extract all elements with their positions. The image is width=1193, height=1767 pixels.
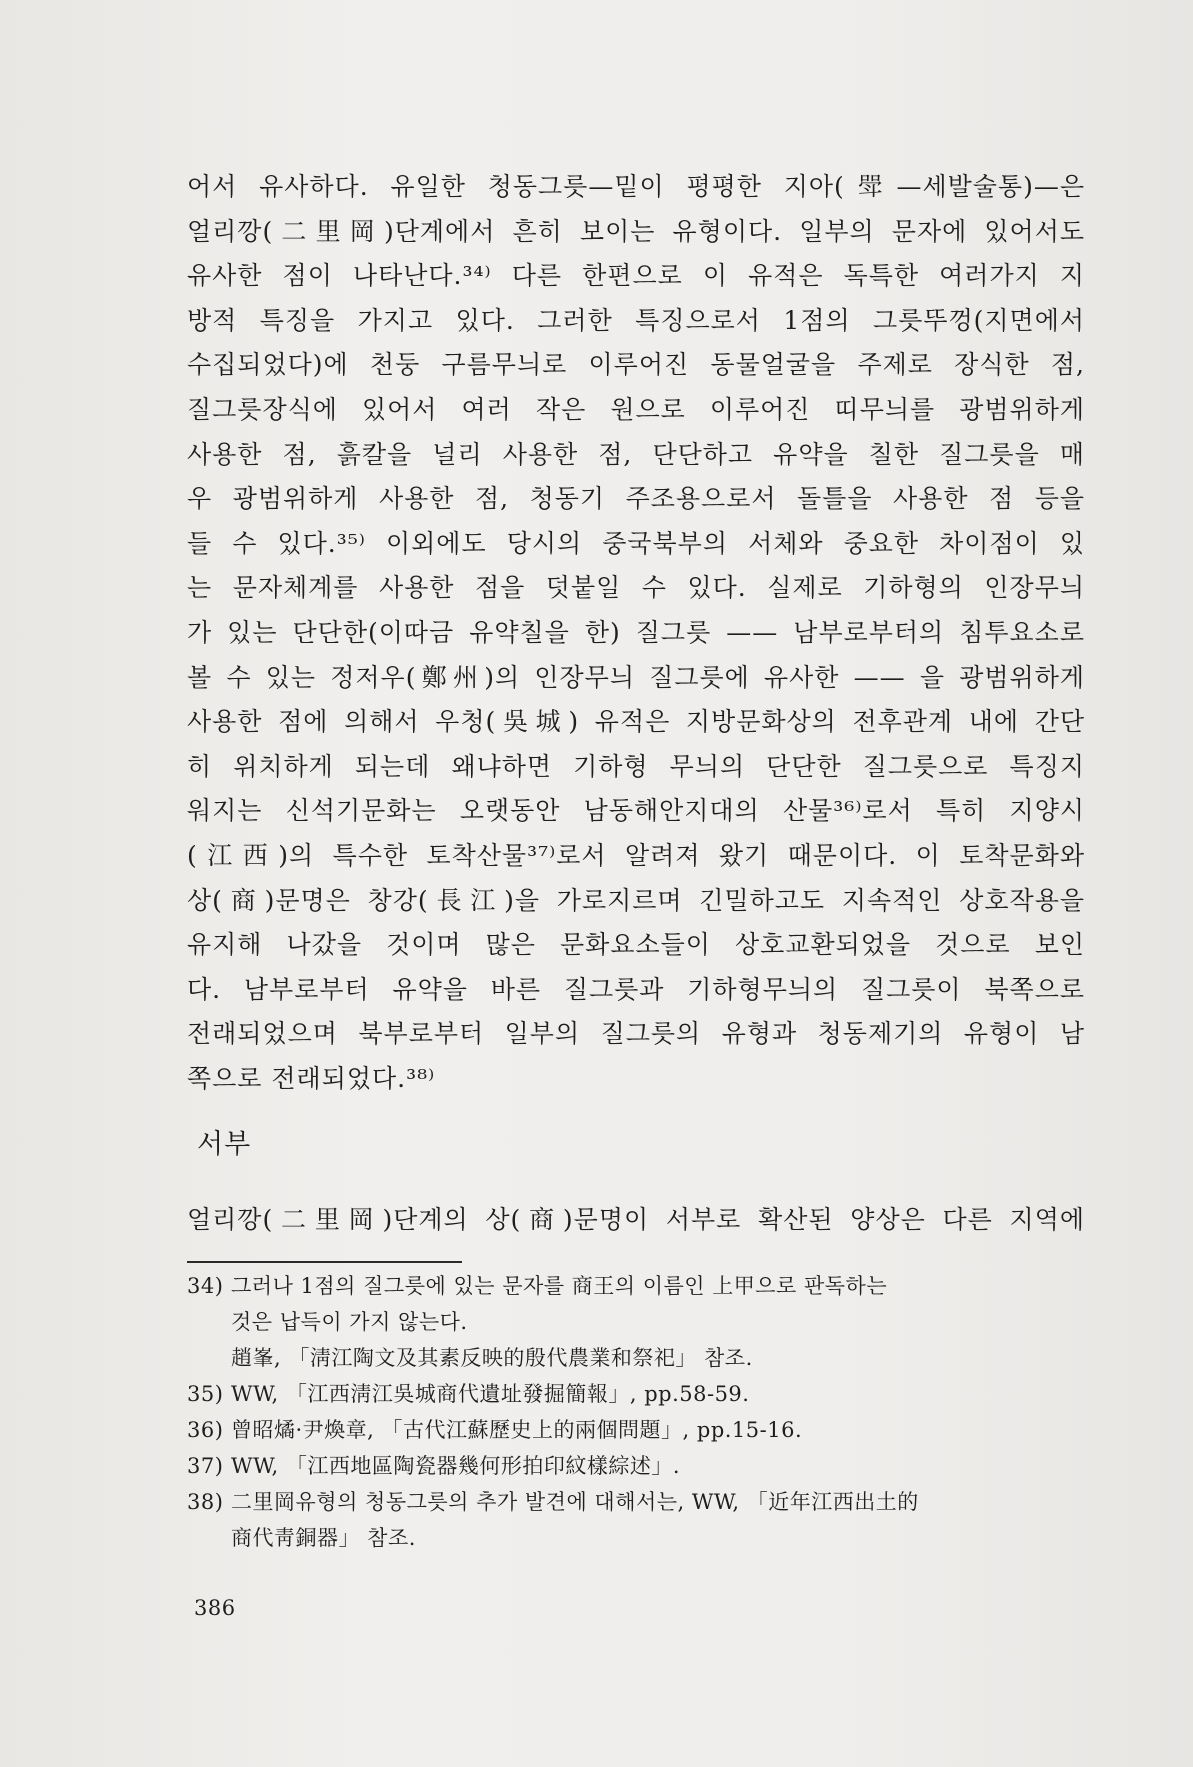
- paragraph-line: 질그릇장식에 있어서 여러 작은 원으로 이루어진 띠무늬를 광범위하게: [187, 394, 1085, 424]
- footnote-divider: [187, 1261, 462, 1263]
- paragraph-line: 볼 수 있는 정저우(鄭州)의 인장무늬 질그릇에 유사한 —— 을 광범위하게: [187, 662, 1085, 692]
- footnote-text-continued: 것은 납득이 가지 않는다.: [231, 1310, 468, 1334]
- paragraph-line: 들 수 있다.³⁵⁾ 이외에도 당시의 중국북부의 서체와 중요한 차이점이 있: [187, 528, 1085, 558]
- footnote-36: [187, 1412, 1087, 1448]
- footnote-number: 35): [187, 1382, 224, 1406]
- paragraph-line: 유사한 점이 나타난다.³⁴⁾ 다른 한편으로 이 유적은 독특한 여러가지 지: [187, 261, 1085, 291]
- footnote-text: 二里岡유형의 청동그릇의 추가 발견에 대해서는, WW, 「近年江西出土的: [231, 1490, 919, 1514]
- footnote-text: 曾昭燏·尹煥章, 「古代江蘇歷史上的兩個問題」, pp.15-16.: [231, 1418, 803, 1442]
- section-heading: 서부: [197, 1129, 252, 1160]
- footnote-text: WW, 「江西淸江吳城商代遺址發掘簡報」, pp.58-59.: [231, 1382, 750, 1406]
- paragraph-line: 얼리깡(二里岡)단계의 상(商)문명이 서부로 확산된 양상은 다른 지역에: [187, 1205, 1085, 1234]
- paragraph-line: 유지해 나갔을 것이며 많은 문화요소들이 상호교환되었을 것으로 보인: [187, 930, 1085, 960]
- paragraph-line-last: 쪽으로 전래되었다.³⁸⁾: [187, 1063, 436, 1093]
- paragraph-line: 가 있는 단단한(이따금 유약칠을 한) 질그릇 —— 남부로부터의 침투요소로: [187, 617, 1085, 647]
- footnote-text: WW, 「江西地區陶瓷器幾何形拍印紋樣綜述」.: [231, 1454, 681, 1478]
- body-paragraph: [187, 165, 1085, 1101]
- footnote-34: [187, 1268, 1087, 1376]
- paragraph-line: 상(商)문명은 창강(長江)을 가로지르며 긴밀하고도 지속적인 상호작용을: [187, 885, 1085, 915]
- footnote-number: 36): [187, 1418, 224, 1442]
- paragraph-line: 다. 남부로부터 유약을 바른 질그릇과 기하형무늬의 질그릇이 북쪽으로: [187, 974, 1085, 1004]
- paragraph-line: 워지는 신석기문화는 오랫동안 남동해안지대의 산물³⁶⁾로서 특히 지양시: [187, 796, 1085, 826]
- footnote-reference: 趙峯, 「淸江陶文及其素反映的殷代農業和祭祀」 참조.: [231, 1346, 753, 1370]
- paragraph-line: 우 광범위하게 사용한 점, 청동기 주조용으로서 돌틀을 사용한 점 등을: [187, 484, 1085, 514]
- footnote-37: [187, 1448, 1087, 1484]
- paragraph-line: 얼리깡(二里岡)단계에서 흔히 보이는 유형이다. 일부의 문자에 있어서도: [187, 216, 1085, 246]
- footnote-number: 34): [187, 1274, 224, 1298]
- paragraph-line: 사용한 점에 의해서 우청(吳城) 유적은 지방문화상의 전후관계 내에 간단: [187, 707, 1085, 737]
- footnote-text: 그러나 1점의 질그릇에 있는 문자를 商王의 이름인 上甲으로 판독하는: [231, 1274, 888, 1298]
- paragraph-line: 히 위치하게 되는데 왜냐하면 기하형 무늬의 단단한 질그릇으로 특징지: [187, 751, 1085, 781]
- paragraph-line: 어서 유사하다. 유일한 청동그릇—밑이 평평한 지아(斝—세발술통)—은: [187, 172, 1085, 201]
- paragraph-line: 전래되었으며 북부로부터 일부의 질그릇의 유형과 청동제기의 유형이 남: [187, 1019, 1085, 1049]
- footnote-number: 37): [187, 1454, 224, 1478]
- footnotes: [187, 1268, 1087, 1556]
- paragraph-line: 사용한 점, 흙칼을 널리 사용한 점, 단단하고 유약을 칠한 질그릇을 매: [187, 439, 1085, 469]
- paragraph-line: 수집되었다)에 천둥 구름무늬로 이루어진 동물얼굴을 주제로 장식한 점,: [187, 350, 1085, 380]
- footnote-number: 38): [187, 1490, 224, 1514]
- footnote-text-continued: 商代靑銅器」 참조.: [231, 1526, 416, 1550]
- paragraph-line: (江西)의 특수한 토착산물³⁷⁾로서 알려져 왔기 때문이다. 이 토착문화와: [187, 840, 1085, 870]
- section-paragraph: [187, 1198, 1085, 1243]
- footnote-35: [187, 1376, 1087, 1412]
- paragraph-line: 방적 특징을 가지고 있다. 그러한 특징으로서 1점의 그릇뚜껑(지면에서: [187, 305, 1085, 335]
- footnote-38: [187, 1484, 1087, 1556]
- paragraph-line: 는 문자체계를 사용한 점을 덧붙일 수 있다. 실제로 기하형의 인장무늬: [187, 573, 1085, 603]
- page-number: 386: [194, 1596, 236, 1620]
